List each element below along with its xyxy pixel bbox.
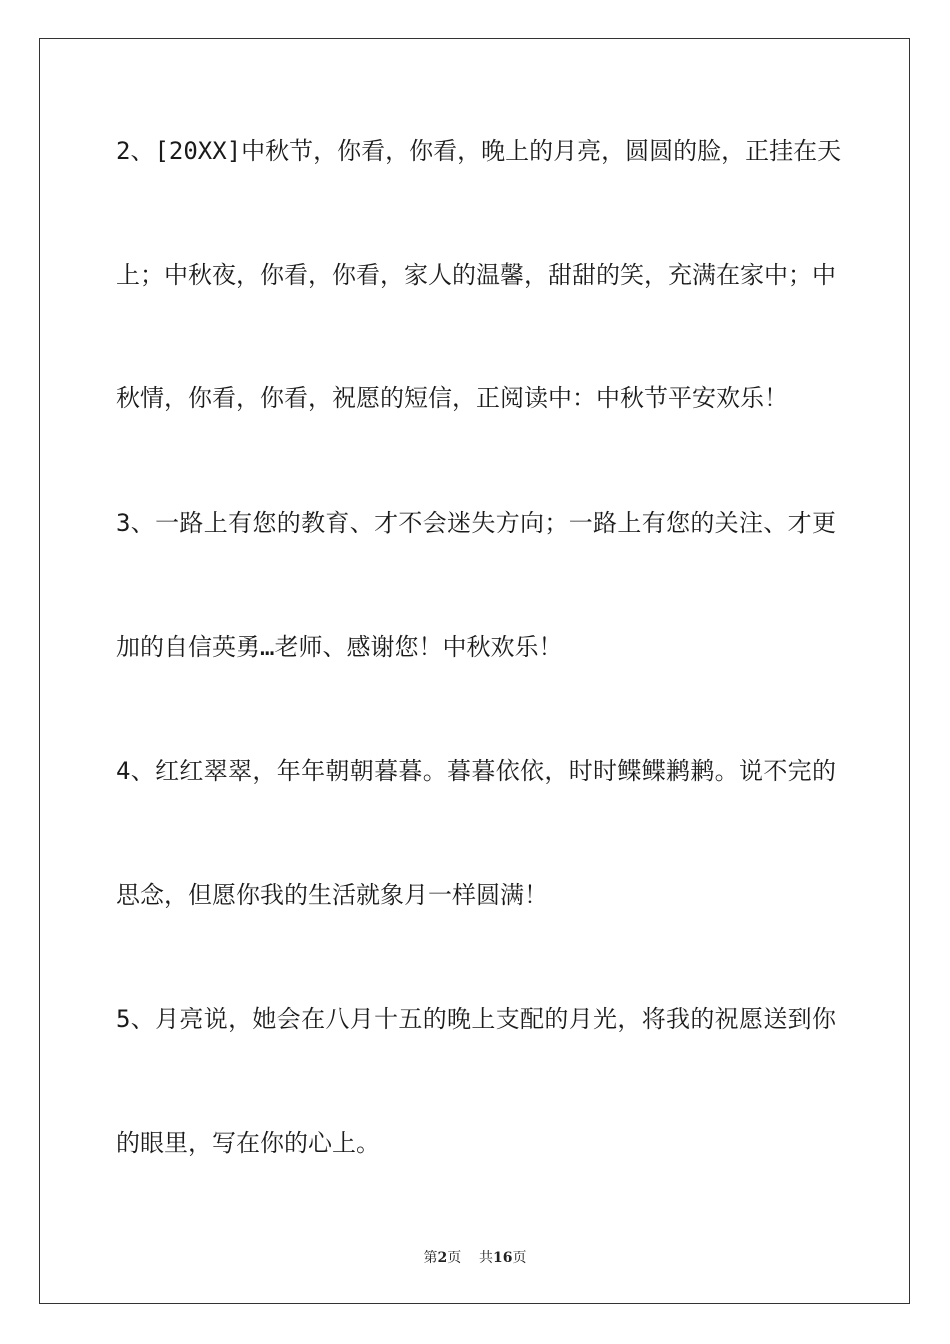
paragraph-line: 5、月亮说，她会在八月十五的晚上支配的月光，将我的祝愿送到你 — [116, 1005, 836, 1033]
total-suffix: 页 — [512, 1250, 527, 1266]
paragraph-line: 4、红红翠翠，年年朝朝暮暮。暮暮依依，时时鲽鲽鹣鹣。说不完的 — [116, 757, 836, 785]
paragraph-line: 秋情，你看，你看，祝愿的短信，正阅读中：中秋节平安欢乐！ — [116, 384, 788, 412]
paragraph-line: 2、[20XX]中秋节，你看，你看，晚上的月亮，圆圆的脸，正挂在天 — [116, 137, 842, 165]
page-footer — [0, 1247, 950, 1267]
page-prefix: 第 — [423, 1250, 438, 1266]
page-border — [39, 38, 910, 1304]
page-number: 2 — [437, 1250, 448, 1266]
paragraph-line: 上；中秋夜，你看，你看，家人的温馨，甜甜的笑，充满在家中；中 — [116, 261, 836, 289]
total-pages: 16 — [493, 1250, 513, 1266]
page-suffix: 页 — [447, 1250, 462, 1266]
paragraph-line: 加的自信英勇…老师、感谢您！中秋欢乐！ — [116, 633, 563, 661]
total-prefix: 共 — [479, 1250, 494, 1266]
paragraph-line: 思念，但愿你我的生活就象月一样圆满！ — [116, 881, 548, 909]
paragraph-line: 的眼里，写在你的心上。 — [116, 1129, 380, 1157]
paragraph-line: 3、一路上有您的教育、才不会迷失方向；一路上有您的关注、才更 — [116, 509, 836, 537]
